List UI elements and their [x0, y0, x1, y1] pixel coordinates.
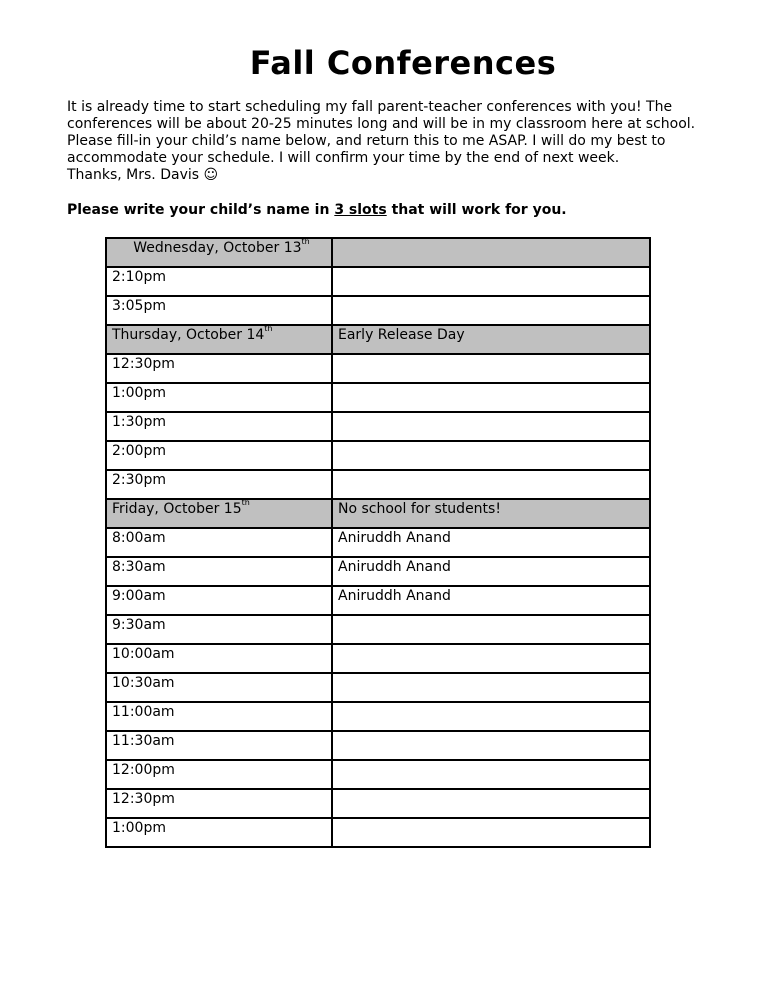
- intro-line: conferences will be about 20-25 minutes long and will be in my classroom here at school.: [67, 116, 696, 132]
- time-cell: 9:00am: [106, 586, 332, 615]
- time-cell: 12:30pm: [106, 354, 332, 383]
- name-slot[interactable]: [332, 470, 650, 499]
- time-cell: 11:30am: [106, 731, 332, 760]
- intro-paragraph: [67, 99, 747, 184]
- time-cell: 1:30pm: [106, 412, 332, 441]
- table-row: [106, 673, 650, 702]
- name-slot[interactable]: [332, 441, 650, 470]
- time-cell: 1:00pm: [106, 818, 332, 847]
- day-label: Thursday, October 14th: [106, 325, 332, 354]
- name-slot[interactable]: [332, 702, 650, 731]
- table-row: [106, 354, 650, 383]
- table-row: [106, 470, 650, 499]
- time-cell: 11:00am: [106, 702, 332, 731]
- table-row: [106, 789, 650, 818]
- page-title: Fall Conferences: [249, 44, 557, 82]
- table-row: [106, 615, 650, 644]
- day-label: Friday, October 15th: [106, 499, 332, 528]
- name-slot[interactable]: [332, 383, 650, 412]
- intro-signoff: Thanks, Mrs. Davis ☺: [67, 167, 219, 183]
- name-slot[interactable]: [332, 673, 650, 702]
- table-row: [106, 296, 650, 325]
- table-row: [106, 818, 650, 847]
- day-header-friday: [106, 499, 650, 528]
- table-row: [106, 644, 650, 673]
- table-row: [106, 267, 650, 296]
- day-note: Early Release Day: [332, 325, 650, 354]
- table-row: [106, 412, 650, 441]
- time-cell: 2:30pm: [106, 470, 332, 499]
- time-cell: 3:05pm: [106, 296, 332, 325]
- table-row: [106, 441, 650, 470]
- name-slot[interactable]: [332, 267, 650, 296]
- conference-schedule-table: [105, 237, 651, 848]
- day-header-wednesday: [106, 238, 650, 267]
- time-cell: 9:30am: [106, 615, 332, 644]
- name-slot[interactable]: [332, 354, 650, 383]
- name-slot[interactable]: [332, 615, 650, 644]
- name-slot[interactable]: Aniruddh Anand: [332, 557, 650, 586]
- time-cell: 2:10pm: [106, 267, 332, 296]
- time-cell: 1:00pm: [106, 383, 332, 412]
- instruction-text: [67, 202, 567, 218]
- table-row: [106, 731, 650, 760]
- day-label: Wednesday, October 13th: [106, 238, 332, 267]
- name-slot[interactable]: [332, 818, 650, 847]
- name-slot[interactable]: [332, 412, 650, 441]
- name-slot[interactable]: Aniruddh Anand: [332, 528, 650, 557]
- table-row: [106, 528, 650, 557]
- day-note: [332, 238, 650, 267]
- instruction-underlined: 3 slots: [334, 202, 387, 218]
- time-cell: 8:00am: [106, 528, 332, 557]
- day-note: No school for students!: [332, 499, 650, 528]
- day-header-thursday: [106, 325, 650, 354]
- name-slot[interactable]: Aniruddh Anand: [332, 586, 650, 615]
- table-row: [106, 383, 650, 412]
- instruction-after: that will work for you.: [386, 202, 567, 218]
- intro-line: accommodate your schedule. I will confirm your time by the end of next week.: [67, 150, 620, 166]
- name-slot[interactable]: [332, 644, 650, 673]
- time-cell: 2:00pm: [106, 441, 332, 470]
- table-row: [106, 586, 650, 615]
- table-row: [106, 557, 650, 586]
- name-slot[interactable]: [332, 731, 650, 760]
- time-cell: 10:00am: [106, 644, 332, 673]
- time-cell: 10:30am: [106, 673, 332, 702]
- table-row: [106, 702, 650, 731]
- time-cell: 8:30am: [106, 557, 332, 586]
- name-slot[interactable]: [332, 296, 650, 325]
- name-slot[interactable]: [332, 760, 650, 789]
- instruction-before: Please write your child’s name in: [67, 202, 335, 218]
- time-cell: 12:30pm: [106, 789, 332, 818]
- intro-line: It is already time to start scheduling my fall parent-teacher conferences with you! The: [67, 99, 673, 115]
- intro-line: Please fill-in your child’s name below, and return this to me ASAP. I will do my best to: [67, 133, 666, 149]
- time-cell: 12:00pm: [106, 760, 332, 789]
- name-slot[interactable]: [332, 789, 650, 818]
- table-row: [106, 760, 650, 789]
